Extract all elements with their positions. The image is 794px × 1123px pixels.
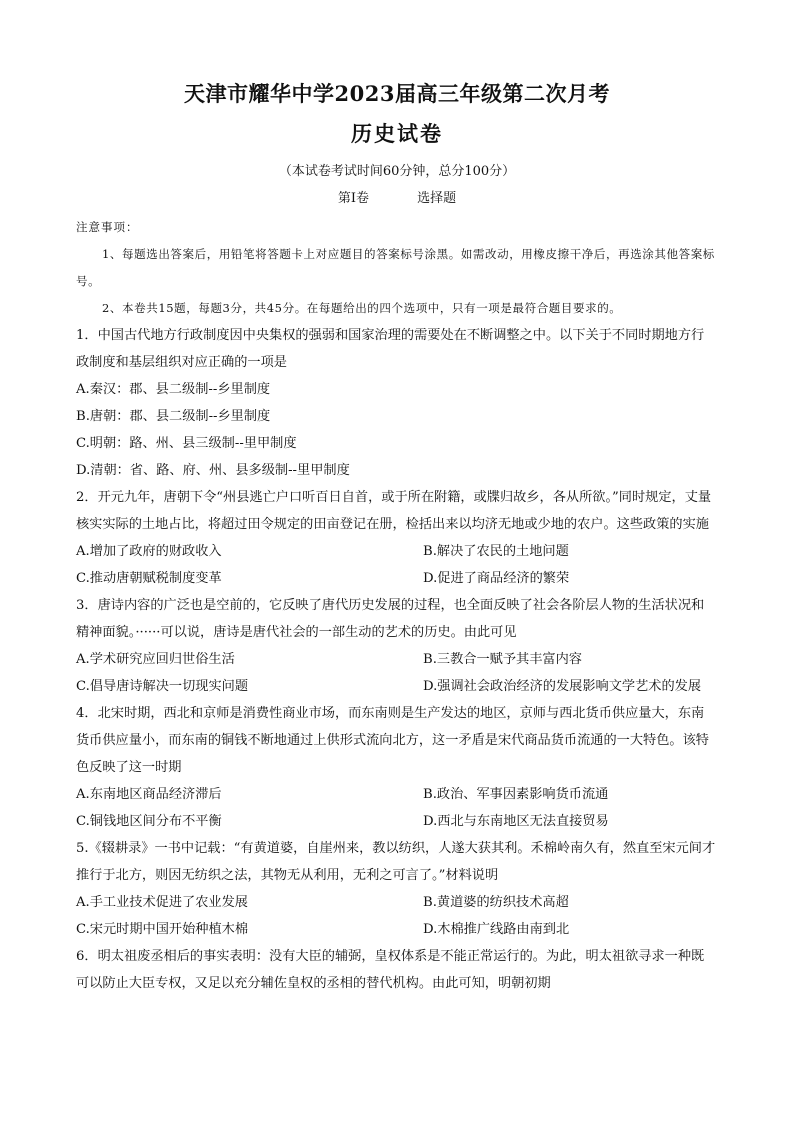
question-option: B.黄道婆的纺织技术高超 <box>423 895 569 910</box>
question-option: C.推动唐朝赋税制度变革 <box>76 571 222 586</box>
section-part: 第I卷 <box>337 191 370 206</box>
question-option: D.促进了商品经济的繁荣 <box>423 571 570 586</box>
option-row <box>76 889 716 916</box>
question-option: A.手工业技术促进了农业发展 <box>76 895 248 910</box>
question-option: B.解决了农民的土地问题 <box>423 544 569 559</box>
option-row <box>76 565 716 592</box>
section-name: 选择题 <box>417 191 457 206</box>
question-stem: 2．开元九年，唐朝下令“州县逃亡户口听百日自首，或于所在附籍，或牒归故乡，各从所欲。”同时规定，丈量核实实际的土地占比，将超过田令规定的田亩登记在册，检括出来以均济无地或少地的农户。这些政策的实施 <box>76 490 712 532</box>
notice-heading: 注意事项： <box>76 220 139 234</box>
notice-item: 2、本卷共15题，每题3分，共45分。在每题给出的四个选项中，只有一项是最符合题目要求的。 <box>102 301 622 315</box>
exam-title: 天津市耀华中学2023届高三年级第二次月考 <box>184 81 610 106</box>
exam-subtitle: 历史试卷 <box>351 121 443 146</box>
exam-info: （本试卷考试时间60分钟，总分100分） <box>278 164 516 179</box>
option-row <box>76 916 716 943</box>
option-row <box>76 781 716 808</box>
question-option: C.倡导唐诗解决一切现实问题 <box>76 679 249 694</box>
question-option: A.学术研究应回归世俗生活 <box>76 652 235 667</box>
question-stem: 3．唐诗内容的广泛也是空前的，它反映了唐代历史发展的过程，也全面反映了社会各阶层人物的生活状况和精神面貌。······可以说，唐诗是唐代社会的一部生动的艺术的历史。由此可见 <box>76 598 705 640</box>
option-row <box>76 646 716 673</box>
question-option: D.清朝：省、路、府、州、县多级制--里甲制度 <box>76 463 350 478</box>
section-heading <box>0 187 794 206</box>
question-option: D.强调社会政治经济的发展影响文学艺术的发展 <box>423 679 702 694</box>
question-option: B.政治、军事因素影响货币流通 <box>423 787 609 802</box>
question-option: A.增加了政府的财政收入 <box>76 544 222 559</box>
question-option: D.西北与东南地区无法直接贸易 <box>423 814 609 829</box>
option-row <box>76 673 716 700</box>
question-option: C.宋元时期中国开始种植木棉 <box>76 922 249 937</box>
question-option: C.铜钱地区间分布不平衡 <box>76 814 222 829</box>
question-stem: 5.《辍耕录》一书中记载：“有黄道婆，自崖州来，教以纺织，人遂大获其利。禾棉岭南久有，然直至宋元间才推行于北方，则因无纺织之法，其物无从利用，无利之可言了。”材料说明 <box>76 841 716 883</box>
question-option: B.三教合一赋予其丰富内容 <box>423 652 582 667</box>
question-stem: 4．北宋时期，西北和京师是消费性商业市场，而东南则是生产发达的地区，京师与西北货币供应量大，东南货币供应量小，而东南的铜钱不断地通过上供形式流向北方，这一矛盾是宋代商品货币流通的一大特色。该特色反映了这一时期 <box>76 706 709 775</box>
notice-item: 1、每题选出答案后，用铅笔将答题卡上对应题目的答案标号涂黑。如需改动，用橡皮擦干净后，再选涂其他答案标号。 <box>76 247 715 288</box>
question-option: A.秦汉：郡、县二级制--乡里制度 <box>76 382 271 397</box>
option-row <box>76 538 716 565</box>
question-option: C.明朝：路、州、县三级制--里甲制度 <box>76 436 297 451</box>
question-option: B.唐朝：郡、县二级制--乡里制度 <box>76 409 271 424</box>
question-stem: 1．中国古代地方行政制度因中央集权的强弱和国家治理的需要处在不断调整之中。以下关于不同时期地方行政制度和基层组织对应正确的一项是 <box>76 328 705 370</box>
question-option: D.木棉推广线路由南到北 <box>423 922 570 937</box>
option-row <box>76 808 716 835</box>
exam-body <box>76 214 716 997</box>
question-stem: 6．明太祖废丞相后的事实表明：没有大臣的辅弼，皇权体系是不能正常运行的。为此，明太祖欲寻求一种既可以防止大臣专权，又足以充分辅佐皇权的丞相的替代机构。由此可知，明朝初期 <box>76 949 705 991</box>
question-option: A.东南地区商品经济滞后 <box>76 787 222 802</box>
